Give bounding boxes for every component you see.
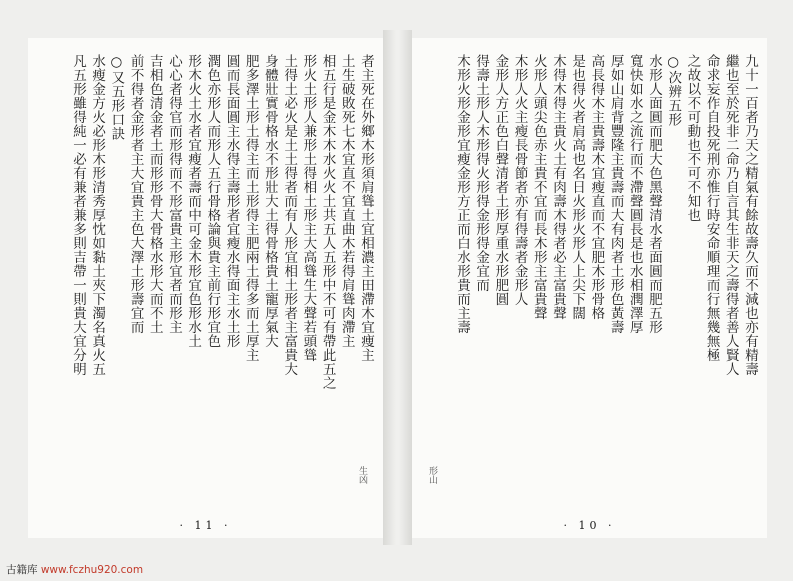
left-page-column: 者主死在外鄉木形須肩聳土宜相濃主田滯木宜痩主 [358, 54, 374, 362]
right-page-column: 得壽土形人木形得火形得金形得金宜而 [473, 54, 490, 292]
site-url: www.fczhu920.com [40, 564, 144, 576]
left-page-column: 肥多澤土形土得主而土形得主肥兩土得多而土厚主 [242, 54, 259, 362]
right-page [412, 38, 767, 538]
left-page-column: 身體壯實骨格水不形壯大土得骨格貴土寵厚氣大 [261, 54, 278, 348]
right-page-column: 之故以不可動也不可不知也 [684, 54, 701, 222]
left-page-column: 形火土形人兼形土得相土形主大高聳生大聲若頭聳 [300, 54, 317, 362]
site-name: 古籍库 [6, 564, 38, 576]
right-page-column: 寬快如水之流行而不滯聲圓長是也水相潤澤厚 [626, 54, 643, 334]
left-page-column: 圓而長面圓主水得主壽形者宜瘦水得面主水土形 [223, 54, 240, 348]
left-page [28, 38, 383, 538]
left-page-column: 前不得者金形者主大宜貴主色大澤土形壽宜而 [127, 54, 144, 334]
right-page-column: 九十一百者乃天之精氣有餘故壽久而不減也亦有精壽 [742, 54, 758, 376]
left-page-column: 土得土必火是土土得者而有人形宜相土形者主富貴大 [281, 54, 298, 376]
right-page-text [420, 54, 759, 516]
right-page-column: 金形人方正色白聲清者土形厚重水形肥圓 [492, 54, 509, 306]
left-page-column: 水瘦金方火必形木形清秀厚忱如黏土夾下濁名真火五 [89, 54, 106, 376]
left-margin-mark: 生凶 [357, 466, 367, 484]
right-page-column: 命求妄作自投死刑亦惟行時安命順理而行無幾無極 [703, 54, 720, 362]
left-page-number: · 11 · [179, 519, 232, 532]
right-page-column: 厚如山肩背豐隆主貴壽而大有肉者土形色黃壽 [607, 54, 624, 334]
right-margin-mark: 形山 [427, 466, 437, 484]
left-page-column: 相五行是金木木水火火土共五人五形中不可有帶此五之 [319, 54, 336, 390]
left-page-column: 形木火土水者宜瘦者壽而中可金木形宜色形水土 [185, 54, 202, 348]
right-page-column: 木得木得主貴火土有肉壽木得者必主富貴聲 [549, 54, 566, 320]
right-page-number: · 10 · [563, 519, 616, 532]
right-page-column: 高長得木主貴壽木宜瘦直而不宜肥木形骨格 [588, 54, 605, 320]
right-page-column: ○次辨五形 [665, 54, 682, 127]
right-page-column: 木形人火主瘦長骨節者亦有得壽者金形人 [511, 54, 528, 306]
book-gutter [383, 30, 412, 545]
left-page-text [36, 54, 375, 516]
left-page-column: 土生破敗死七木宜直不宜直曲木若得肩聳肉滯主 [338, 54, 355, 348]
right-page-column: 木形火形金形宜瘦金形方正而白水形貴而主壽 [453, 54, 470, 334]
right-page-column: 火形人頭尖色赤主貴不宜而長木形主富貴聲 [530, 54, 547, 320]
footer-bar [0, 559, 793, 581]
right-page-column: 是也得火者肩高也名日火形火形人上尖下闊 [569, 54, 586, 320]
right-page-column: 水形人面圓而肥大色黑聲清水者面圓而肥五形 [645, 54, 662, 334]
left-page-column: ○又五形口訣 [108, 54, 125, 141]
left-page-column: 潤色亦形人而形人五行骨格論與貴主前行形宜色 [204, 54, 221, 348]
site-watermark[interactable] [6, 562, 143, 577]
right-page-column: 繼也至於死非二命乃自言其生非天之壽得者善人賢人 [722, 54, 739, 376]
left-page-column: 心心者得官而形得而不形富貴主形宜者而形主 [165, 54, 182, 334]
left-page-column: 吉相色清金者土而形形骨大骨格水形大而不土 [146, 54, 163, 334]
left-page-column: 凡五形雖得純一必有兼者兼多則吉帶一則貴大宜分明 [69, 54, 86, 376]
